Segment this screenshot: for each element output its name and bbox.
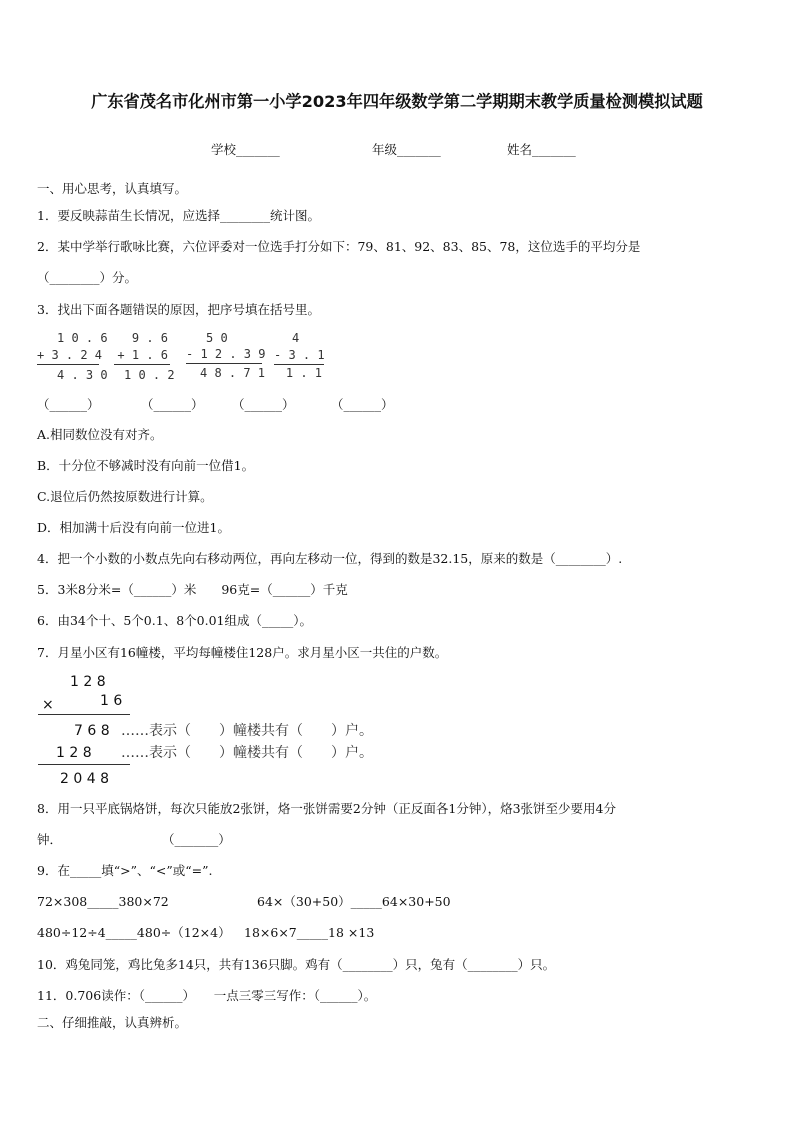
section-1-heading: 一、用心思考，认真填写。: [37, 181, 188, 196]
calc-2-result: 1 0 . 2: [124, 368, 175, 382]
calc-3-rule: [186, 363, 262, 364]
mult-partial-2: 1 2 8: [56, 745, 92, 761]
mult-factor-a: 1 2 8: [70, 674, 106, 690]
section-2-heading: 二、仔细推敲，认真辨析。: [37, 1015, 188, 1030]
question-7: 7．月星小区有16幢楼，平均每幢楼住128户。求月星小区一共住的户数。: [37, 645, 448, 660]
calc-1-result: 4 . 3 0: [57, 368, 108, 382]
answer-blank-3[interactable]: （______）: [232, 397, 295, 412]
question-4: 4．把一个小数的小数点先向右移动两位，再向左移动一位，得到的数是32.15，原来的数是（________）.: [37, 551, 623, 566]
mult-rule-2: [38, 764, 130, 765]
question-10: 10．鸡兔同笼，鸡比兔多14只，共有136只脚。鸡有（________）只，兔有（________）只。: [37, 957, 556, 972]
mult-partial-1: 7 6 8: [74, 723, 110, 739]
question-2: 2．某中学举行歌咏比赛，六位评委对一位选手打分如下：79、81、92、83、85、78，这位选手的平均分是: [37, 239, 641, 254]
mult-note-2: ……表示（ ）幢楼共有（ ）户。: [121, 745, 373, 761]
name-field: 姓名_______: [507, 142, 576, 157]
mult-rule-1: [38, 714, 130, 715]
question-3: 3．找出下面各题错误的原因，把序号填在括号里。: [37, 302, 320, 317]
answer-blank-4[interactable]: （______）: [331, 397, 394, 412]
question-9-item-1: 72×308_____380×72: [37, 894, 169, 909]
answer-blank-1[interactable]: （______）: [37, 397, 100, 412]
option-c: C.退位后仍然按原数进行计算。: [37, 489, 213, 504]
calc-4-result: 1 . 1: [285, 366, 322, 380]
calc-3-mid: - 1 2 . 3 9: [186, 347, 266, 361]
calc-2-rule: [114, 364, 170, 365]
calc-4-rule: [274, 364, 324, 365]
question-6: 6．由34个十、5个0.1、8个0.01组成（_____）。: [37, 613, 312, 628]
calc-2-mid: + 1 . 6: [117, 348, 168, 362]
calc-1-rule: [37, 364, 99, 365]
question-9-item-4: 18×6×7_____18 ×13: [244, 925, 375, 940]
calc-2-top: 9 . 6: [131, 331, 168, 345]
calc-1-top: 1 0 . 6: [57, 331, 108, 345]
mult-note-1: ……表示（ ）幢楼共有（ ）户。: [121, 723, 373, 739]
mult-result: 2 0 4 8: [60, 771, 109, 787]
grade-field: 年级_______: [372, 142, 441, 157]
answer-blank-2[interactable]: （______）: [141, 397, 204, 412]
question-8-answer: 钟． （_______）: [37, 832, 231, 847]
question-11: 11．0.706读作：（______） 一点三零三写作：（______）。: [37, 988, 377, 1003]
mult-factor-b: 1 6: [100, 693, 123, 709]
mult-sign: ×: [42, 697, 54, 713]
calc-3-result: 4 8 . 7 1: [200, 366, 266, 380]
option-a: A.相同数位没有对齐。: [37, 427, 163, 442]
calc-4-mid: - 3 . 1: [274, 348, 325, 362]
school-field: 学校_______: [211, 142, 280, 157]
question-2-answer: （________）分。: [37, 270, 138, 285]
question-1: 1．要反映蒜苗生长情况，应选择________统计图。: [37, 208, 320, 223]
option-d: D．相加满十后没有向前一位进1。: [37, 520, 230, 535]
calc-3-top: 5 0: [206, 331, 228, 345]
calc-1-mid: + 3 . 2 4: [37, 348, 103, 362]
question-9-item-2: 64×（30+50）_____64×30+50: [257, 894, 451, 909]
calc-4-top: 4: [292, 331, 300, 345]
option-b: B．十分位不够减时没有向前一位借1。: [37, 458, 255, 473]
question-8: 8．用一只平底锅烙饼，每次只能放2张饼，烙一张饼需要2分钟（正反面各1分钟），烙3张饼至少要用4分: [37, 801, 616, 816]
page-title: 广东省茂名市化州市第一小学2023年四年级数学第二学期期末教学质量检测模拟试题: [91, 92, 703, 111]
question-9-item-3: 480÷12÷4_____480÷（12×4）: [37, 925, 231, 940]
question-5: 5．3米8分米=（______）米 96克=（______）千克: [37, 582, 348, 597]
question-9: 9．在_____填“>”、“<”或“=”.: [37, 863, 213, 878]
